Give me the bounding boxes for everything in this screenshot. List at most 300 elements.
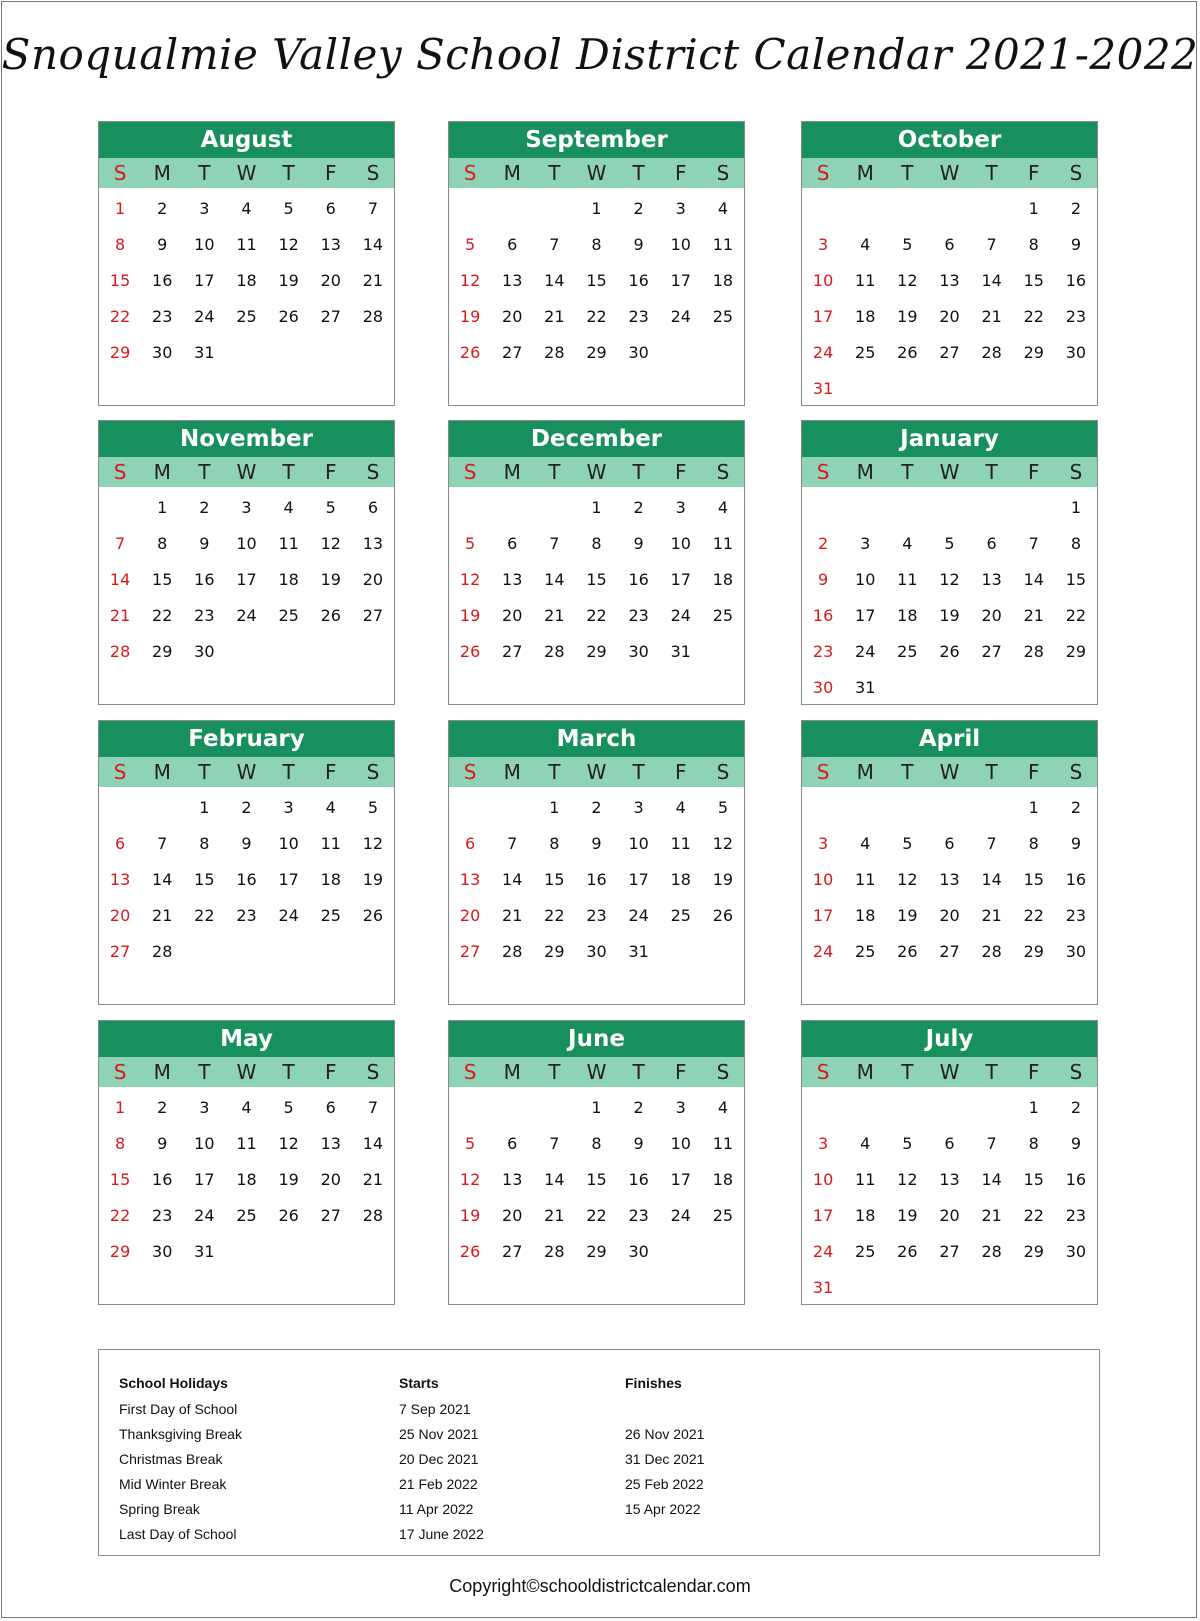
- empty-cell: [844, 191, 886, 227]
- day-cell: 6: [507, 235, 518, 254]
- day-cell: 23: [1065, 1206, 1087, 1225]
- day-cell: 17: [670, 271, 691, 290]
- day-cell: 30: [586, 942, 607, 961]
- day-cell: 21: [362, 1170, 384, 1189]
- weekday-label: S: [1069, 760, 1083, 784]
- day-cell: 15: [1023, 870, 1044, 889]
- day-cell: 8: [114, 235, 126, 254]
- weekday-label: W: [236, 760, 257, 784]
- empty-cell: [1013, 490, 1055, 526]
- day-cell: 3: [675, 1098, 686, 1117]
- weekday-label: S: [463, 161, 477, 185]
- day-cell: 14: [544, 570, 565, 589]
- weekday-label: S: [113, 760, 127, 784]
- day-cell: 8: [199, 834, 210, 853]
- day-cell: 26: [362, 906, 384, 925]
- empty-cell: [533, 1090, 575, 1126]
- month-september: [448, 121, 745, 406]
- day-cell: 25: [855, 942, 876, 961]
- day-cell: 11: [712, 534, 734, 553]
- day-cell: 12: [459, 271, 481, 290]
- day-cell: 20: [502, 1206, 523, 1225]
- day-grid: [449, 188, 744, 371]
- day-cell: 26: [897, 942, 918, 961]
- table-row: [119, 1421, 825, 1446]
- weekday-label: T: [548, 460, 561, 484]
- day-cell: 23: [1065, 906, 1087, 925]
- day-cell: 7: [986, 834, 997, 853]
- empty-cell: [99, 790, 141, 826]
- day-cell: 24: [194, 307, 215, 326]
- empty-cell: [802, 490, 844, 526]
- day-cell: 8: [1070, 534, 1081, 553]
- day-cell: 4: [717, 498, 728, 517]
- day-cell: 12: [362, 834, 384, 853]
- weekday-label: F: [1028, 1060, 1040, 1084]
- day-cell: 5: [367, 798, 378, 817]
- day-cell: 2: [633, 199, 644, 218]
- empty-cell: [449, 1090, 491, 1126]
- empty-cell: [886, 490, 928, 526]
- day-cell: 24: [628, 906, 649, 925]
- empty-cell: [99, 490, 141, 526]
- day-cell: 22: [586, 606, 607, 625]
- day-grid: [802, 1087, 1097, 1306]
- day-cell: 13: [939, 271, 960, 290]
- day-cell: 4: [241, 1098, 252, 1117]
- table-row: [119, 1471, 825, 1496]
- month-title: July: [802, 1021, 1097, 1057]
- day-cell: 13: [502, 1170, 523, 1189]
- day-cell: 10: [194, 235, 215, 254]
- day-cell: 8: [591, 1134, 602, 1153]
- weekday-label: M: [856, 760, 874, 784]
- day-cell: 15: [586, 570, 607, 589]
- day-cell: 18: [320, 870, 341, 889]
- day-cell: 23: [236, 906, 257, 925]
- day-cell: 14: [981, 1170, 1002, 1189]
- day-cell: 27: [502, 343, 523, 362]
- empty-cell: [449, 191, 491, 227]
- day-cell: 22: [1065, 606, 1087, 625]
- day-cell: 14: [981, 870, 1002, 889]
- day-cell: 9: [633, 235, 644, 254]
- weekday-label: T: [901, 460, 914, 484]
- day-cell: 18: [897, 606, 918, 625]
- day-cell: 7: [986, 1134, 997, 1153]
- day-cell: 28: [502, 942, 523, 961]
- day-cell: 30: [152, 1242, 173, 1261]
- holiday-start: 20 Dec 2021: [399, 1450, 479, 1467]
- day-cell: 10: [628, 834, 649, 853]
- day-cell: 21: [362, 271, 384, 290]
- day-cell: 2: [157, 199, 168, 218]
- day-cell: 29: [544, 942, 565, 961]
- weekday-label: S: [716, 1060, 730, 1084]
- day-cell: 21: [152, 906, 173, 925]
- day-cell: 19: [278, 271, 299, 290]
- month-february: [98, 720, 395, 1005]
- month-title: June: [449, 1021, 744, 1057]
- weekday-row: [99, 457, 394, 487]
- weekday-label: T: [548, 760, 561, 784]
- weekday-label: F: [1028, 760, 1040, 784]
- day-cell: 19: [362, 870, 384, 889]
- day-cell: 27: [502, 1242, 523, 1261]
- day-cell: 26: [897, 1242, 918, 1261]
- weekday-label: S: [716, 460, 730, 484]
- day-cell: 9: [1070, 834, 1081, 853]
- day-cell: 8: [1028, 834, 1039, 853]
- day-cell: 12: [712, 834, 734, 853]
- day-cell: 24: [812, 343, 834, 362]
- table-row: [119, 1496, 825, 1521]
- day-cell: 28: [981, 343, 1002, 362]
- day-cell: 1: [1028, 199, 1039, 218]
- holiday-table-header: [119, 1370, 825, 1396]
- day-cell: 12: [278, 1134, 299, 1153]
- day-cell: 3: [817, 235, 829, 254]
- day-cell: 11: [855, 271, 876, 290]
- weekday-label: F: [675, 161, 687, 185]
- day-cell: 1: [1028, 798, 1039, 817]
- day-cell: 25: [670, 906, 691, 925]
- weekday-label: S: [366, 760, 380, 784]
- holiday-finish: 25 Feb 2022: [625, 1475, 704, 1492]
- day-cell: 15: [586, 271, 607, 290]
- month-title: December: [449, 421, 744, 457]
- day-cell: 14: [544, 271, 565, 290]
- month-january: [801, 420, 1098, 705]
- month-title: May: [99, 1021, 394, 1057]
- empty-cell: [449, 490, 491, 526]
- day-cell: 3: [199, 199, 210, 218]
- day-cell: 15: [1065, 570, 1087, 589]
- weekday-label: T: [282, 161, 295, 185]
- day-cell: 24: [670, 307, 691, 326]
- day-cell: 27: [459, 942, 481, 961]
- holiday-table: [119, 1370, 825, 1546]
- day-cell: 7: [507, 834, 518, 853]
- day-cell: 31: [628, 942, 649, 961]
- holiday-name: Last Day of School: [119, 1525, 237, 1542]
- day-cell: 27: [362, 606, 384, 625]
- month-march: [448, 720, 745, 1005]
- day-cell: 6: [325, 1098, 336, 1117]
- day-cell: 22: [109, 307, 131, 326]
- day-cell: 16: [628, 271, 649, 290]
- day-cell: 13: [502, 271, 523, 290]
- day-cell: 20: [502, 307, 523, 326]
- weekday-label: S: [816, 1060, 830, 1084]
- weekday-label: S: [113, 161, 127, 185]
- day-cell: 25: [236, 307, 257, 326]
- month-may: [98, 1020, 395, 1305]
- day-cell: 17: [812, 307, 834, 326]
- day-cell: 13: [109, 870, 131, 889]
- day-cell: 20: [320, 1170, 341, 1189]
- day-cell: 1: [591, 498, 602, 517]
- day-cell: 16: [152, 271, 173, 290]
- day-cell: 18: [855, 906, 876, 925]
- day-cell: 13: [459, 870, 481, 889]
- weekday-label: T: [632, 1060, 645, 1084]
- day-cell: 3: [675, 498, 686, 517]
- empty-cell: [886, 191, 928, 227]
- day-cell: 21: [981, 307, 1002, 326]
- day-cell: 3: [241, 498, 252, 517]
- day-cell: 27: [109, 942, 131, 961]
- holiday-name: First Day of School: [119, 1400, 238, 1417]
- day-cell: 24: [236, 606, 257, 625]
- day-cell: 5: [283, 1098, 294, 1117]
- day-cell: 29: [152, 642, 173, 661]
- day-cell: 23: [194, 606, 215, 625]
- day-cell: 6: [507, 1134, 518, 1153]
- day-cell: 16: [1065, 870, 1087, 889]
- day-cell: 28: [109, 642, 131, 661]
- day-cell: 22: [544, 906, 565, 925]
- month-title: October: [802, 122, 1097, 158]
- month-title: August: [99, 122, 394, 158]
- day-cell: 6: [944, 1134, 955, 1153]
- weekday-label: T: [282, 1060, 295, 1084]
- day-cell: 13: [502, 570, 523, 589]
- day-cell: 21: [109, 606, 131, 625]
- day-cell: 13: [981, 570, 1002, 589]
- month-november: [98, 420, 395, 705]
- weekday-label: S: [366, 161, 380, 185]
- day-cell: 3: [675, 199, 686, 218]
- month-april: [801, 720, 1098, 1005]
- day-cell: 20: [362, 570, 384, 589]
- day-cell: 28: [1023, 642, 1044, 661]
- day-cell: 17: [670, 570, 691, 589]
- weekday-label: S: [1069, 161, 1083, 185]
- table-row: [119, 1396, 825, 1421]
- weekday-label: T: [985, 760, 998, 784]
- day-cell: 5: [325, 498, 336, 517]
- weekday-label: W: [939, 1060, 960, 1084]
- day-cell: 10: [194, 1134, 215, 1153]
- day-cell: 1: [114, 199, 126, 218]
- empty-cell: [928, 790, 970, 826]
- day-cell: 21: [1023, 606, 1044, 625]
- day-cell: 11: [712, 1134, 734, 1153]
- day-cell: 18: [236, 1170, 257, 1189]
- day-cell: 10: [670, 1134, 691, 1153]
- day-cell: 6: [986, 534, 997, 553]
- day-cell: 19: [897, 307, 918, 326]
- weekday-label: F: [1028, 460, 1040, 484]
- weekday-row: [99, 757, 394, 787]
- day-cell: 29: [1065, 642, 1087, 661]
- day-cell: 28: [981, 942, 1002, 961]
- day-cell: 27: [939, 942, 960, 961]
- weekday-row: [802, 757, 1097, 787]
- weekday-label: S: [1069, 1060, 1083, 1084]
- day-cell: 15: [586, 1170, 607, 1189]
- day-cell: 4: [860, 834, 871, 853]
- table-row: [119, 1446, 825, 1471]
- weekday-label: S: [716, 161, 730, 185]
- day-cell: 1: [157, 498, 168, 517]
- day-cell: 15: [544, 870, 565, 889]
- day-cell: 17: [194, 271, 215, 290]
- day-cell: 4: [241, 199, 252, 218]
- day-cell: 30: [628, 1242, 649, 1261]
- day-cell: 5: [944, 534, 955, 553]
- day-cell: 18: [855, 1206, 876, 1225]
- empty-cell: [491, 1090, 533, 1126]
- day-cell: 28: [152, 942, 173, 961]
- day-cell: 21: [981, 1206, 1002, 1225]
- day-cell: 17: [812, 906, 834, 925]
- holiday-finish: 26 Nov 2021: [625, 1425, 705, 1442]
- empty-cell: [844, 1090, 886, 1126]
- day-cell: 15: [1023, 1170, 1044, 1189]
- day-cell: 1: [549, 798, 560, 817]
- day-cell: 23: [628, 606, 649, 625]
- day-cell: 19: [897, 906, 918, 925]
- weekday-label: T: [198, 1060, 211, 1084]
- holiday-start: 17 June 2022: [399, 1525, 484, 1542]
- day-cell: 25: [278, 606, 299, 625]
- day-cell: 19: [459, 1206, 481, 1225]
- day-cell: 11: [712, 235, 734, 254]
- day-cell: 10: [278, 834, 299, 853]
- weekday-label: T: [198, 161, 211, 185]
- day-cell: 27: [939, 343, 960, 362]
- holiday-start: 11 Apr 2022: [399, 1500, 474, 1517]
- weekday-label: F: [325, 760, 337, 784]
- day-cell: 6: [464, 834, 476, 853]
- day-cell: 21: [502, 906, 523, 925]
- day-cell: 28: [544, 1242, 565, 1261]
- day-cell: 4: [717, 199, 728, 218]
- day-cell: 9: [1070, 1134, 1081, 1153]
- empty-cell: [971, 790, 1013, 826]
- empty-cell: [533, 490, 575, 526]
- holiday-name: Mid Winter Break: [119, 1475, 227, 1492]
- day-cell: 8: [1028, 235, 1039, 254]
- empty-cell: [971, 1090, 1013, 1126]
- weekday-label: S: [463, 1060, 477, 1084]
- empty-cell: [928, 490, 970, 526]
- weekday-label: T: [632, 161, 645, 185]
- day-cell: 6: [944, 235, 955, 254]
- day-cell: 7: [157, 834, 168, 853]
- weekday-label: S: [716, 760, 730, 784]
- weekday-label: F: [325, 1060, 337, 1084]
- day-cell: 9: [157, 235, 168, 254]
- holiday-start: 25 Nov 2021: [399, 1425, 479, 1442]
- day-cell: 22: [1023, 307, 1044, 326]
- day-cell: 17: [278, 870, 299, 889]
- day-cell: 17: [628, 870, 649, 889]
- weekday-label: S: [113, 1060, 127, 1084]
- day-grid: [449, 1087, 744, 1270]
- day-cell: 2: [1070, 798, 1081, 817]
- day-cell: 16: [1065, 1170, 1087, 1189]
- weekday-label: T: [901, 1060, 914, 1084]
- day-cell: 19: [459, 606, 481, 625]
- day-cell: 12: [320, 534, 341, 553]
- day-cell: 5: [902, 1134, 913, 1153]
- day-cell: 20: [939, 906, 960, 925]
- day-cell: 2: [817, 534, 829, 553]
- day-cell: 29: [109, 1242, 131, 1261]
- day-cell: 12: [897, 870, 918, 889]
- day-cell: 27: [502, 642, 523, 661]
- weekday-label: S: [816, 460, 830, 484]
- weekday-label: S: [1069, 460, 1083, 484]
- weekday-row: [99, 158, 394, 188]
- weekday-label: M: [153, 760, 171, 784]
- day-cell: 26: [278, 307, 299, 326]
- weekday-label: S: [463, 760, 477, 784]
- weekday-label: M: [153, 460, 171, 484]
- day-grid: [449, 487, 744, 670]
- day-cell: 28: [544, 343, 565, 362]
- day-cell: 2: [241, 798, 252, 817]
- month-december: [448, 420, 745, 705]
- day-cell: 5: [283, 199, 294, 218]
- day-cell: 4: [860, 1134, 871, 1153]
- weekday-label: S: [366, 460, 380, 484]
- holiday-finish: [625, 1396, 825, 1421]
- day-cell: 21: [544, 307, 565, 326]
- weekday-label: M: [153, 161, 171, 185]
- day-cell: 20: [109, 906, 131, 925]
- day-cell: 30: [194, 642, 215, 661]
- day-cell: 11: [670, 834, 691, 853]
- empty-cell: [844, 490, 886, 526]
- day-cell: 20: [939, 1206, 960, 1225]
- day-cell: 7: [367, 1098, 378, 1117]
- day-cell: 30: [812, 678, 834, 697]
- day-cell: 2: [1070, 199, 1081, 218]
- weekday-label: F: [675, 1060, 687, 1084]
- weekday-label: S: [366, 1060, 380, 1084]
- day-cell: 10: [812, 271, 834, 290]
- day-cell: 31: [812, 379, 834, 398]
- table-row: [119, 1521, 825, 1546]
- day-cell: 16: [586, 870, 607, 889]
- day-cell: 9: [633, 1134, 644, 1153]
- day-cell: 9: [157, 1134, 168, 1153]
- day-cell: 7: [549, 534, 560, 553]
- day-cell: 16: [628, 570, 649, 589]
- month-august: [98, 121, 395, 406]
- day-cell: 5: [902, 834, 913, 853]
- day-cell: 6: [944, 834, 955, 853]
- day-cell: 11: [320, 834, 341, 853]
- day-cell: 1: [1028, 1098, 1039, 1117]
- empty-cell: [802, 191, 844, 227]
- day-cell: 16: [152, 1170, 173, 1189]
- day-cell: 1: [591, 199, 602, 218]
- month-title: April: [802, 721, 1097, 757]
- day-cell: 24: [855, 642, 876, 661]
- day-cell: 11: [278, 534, 299, 553]
- day-cell: 5: [464, 235, 476, 254]
- day-cell: 18: [670, 870, 691, 889]
- day-grid: [449, 787, 744, 970]
- day-cell: 19: [459, 307, 481, 326]
- day-cell: 1: [591, 1098, 602, 1117]
- holiday-starts-header: Starts: [399, 1375, 439, 1391]
